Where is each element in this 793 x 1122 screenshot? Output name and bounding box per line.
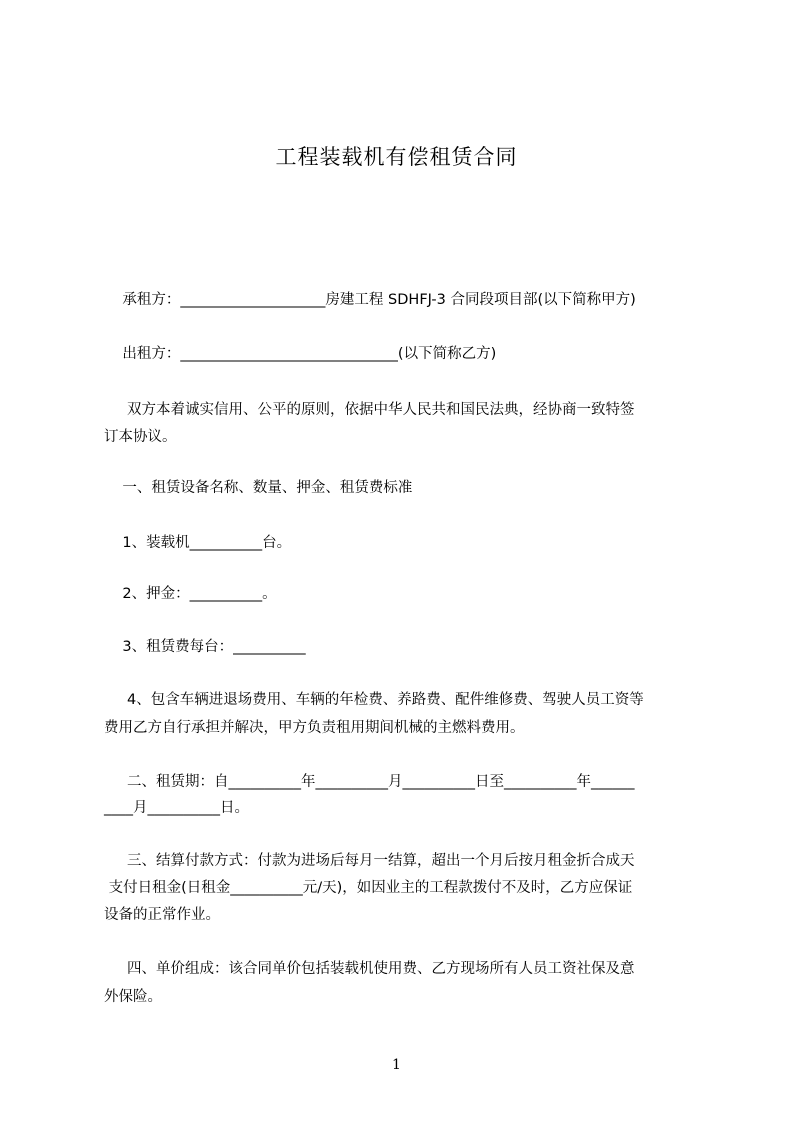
clause-4-line-1: 4、包含车辆进退场费用、车辆的年检费、养路费、配件维修费、驾驶人员工资等 <box>104 692 644 708</box>
lessor-line: 出租方：______________________________(以下简称乙方) <box>104 346 497 362</box>
section-1-heading: 一、租赁设备名称、数量、押金、租赁费标准 <box>104 480 413 496</box>
section-3-line-1: 三、结算付款方式：付款为进场后每月一结算，超出一个月后按月租金折合成天 <box>104 853 635 869</box>
clause-3-rental-fee: 3、租赁费每台：__________ <box>104 639 306 655</box>
preamble-line-1: 双方本着诚实信用、公平的原则，依据中华人民共和国民法典，经协商一致特签 <box>104 402 635 418</box>
section-2-line-1: 二、租赁期：自__________年__________月__________日至__________年______ <box>104 774 635 790</box>
clause-4-line-2: 费用乙方自行承担并解决，甲方负责租用期间机械的主燃料费用。 <box>104 720 525 736</box>
document-title: 工程装载机有偿租赁合同 <box>275 145 518 169</box>
clause-2-deposit: 2、押金：__________。 <box>104 586 277 602</box>
section-2-line-2: ____月__________日。 <box>104 800 249 816</box>
clause-1-loader-count: 1、装载机__________台。 <box>104 535 292 551</box>
page-number: 1 <box>392 1057 401 1073</box>
section-4-line-1: 四、单价组成：该合同单价包括装载机使用费、乙方现场所有人员工资社保及意 <box>104 961 635 977</box>
section-3-line-3: 设备的正常作业。 <box>104 907 220 923</box>
preamble-line-2: 订本协议。 <box>104 429 177 445</box>
section-4-line-2: 外保险。 <box>104 989 162 1005</box>
lessee-line: 承租方：____________________房建工程 SDHFJ-3 合同段项目部(以下简称甲方) <box>104 292 636 308</box>
section-3-line-2: 支付日租金(日租金__________元/天)，如因业主的工程款拨付不及时，乙方应保证 <box>104 880 633 896</box>
